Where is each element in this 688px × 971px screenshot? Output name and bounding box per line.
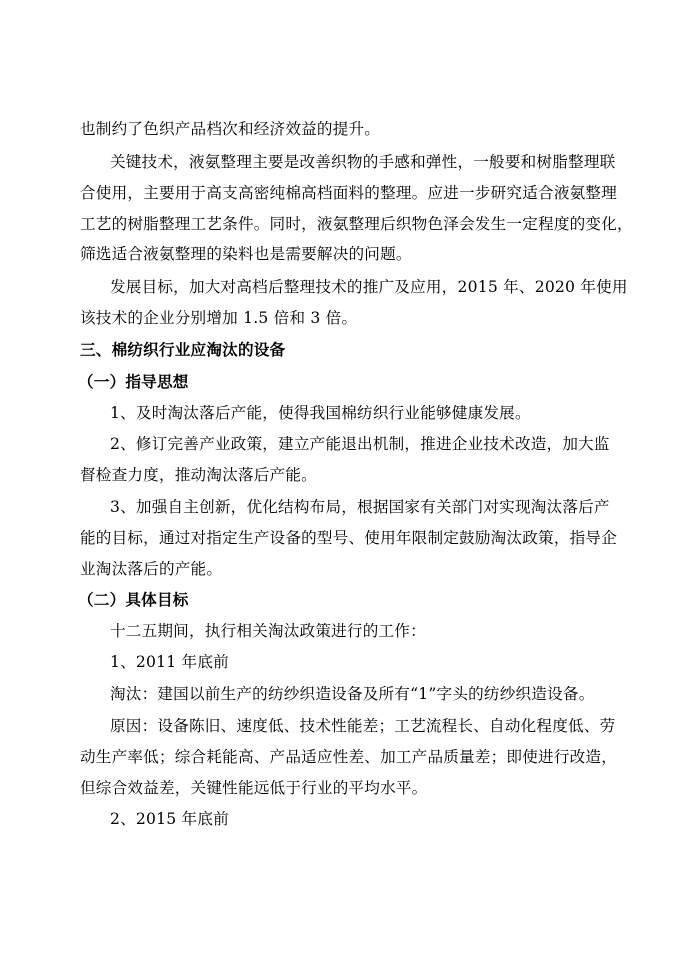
paragraph-line: 能的目标，通过对指定生产设备的型号、使用年限制定鼓励淘汰政策，指导企 (80, 529, 617, 547)
paragraph-line: 但综合效益差，关键性能远低于行业的平均水平。 (80, 779, 428, 797)
paragraph-line: 工艺的树脂整理工艺条件。同时，液氨整理后织物色泽会发生一定程度的变化， (80, 215, 633, 233)
section-heading: 三、棉纺织行业应淘汰的设备 (80, 340, 286, 359)
paragraph-line: 淘汰：建国以前生产的纺纱织造设备及所有“1”字头的纺纱织造设备。 (110, 685, 595, 703)
paragraph-line: 发展目标，加大对高档后整理技术的推广及应用，2015 年、2020 年使用 (110, 278, 628, 296)
subsection-heading: （一）指导思想 (78, 372, 189, 391)
paragraph-line: 该技术的企业分别增加 1.5 倍和 3 倍。 (80, 309, 358, 327)
paragraph-line: 合使用，主要用于高支高密纯棉高档面料的整理。应进一步研究适合液氨整理 (80, 184, 617, 202)
paragraph-line: 关键技术，液氨整理主要是改善织物的手感和弹性，一般要和树脂整理联 (110, 153, 616, 171)
paragraph-line: 1、2011 年底前 (110, 653, 229, 671)
paragraph-line: 原因：设备陈旧、速度低、技术性能差；工艺流程长、自动化程度低、劳 (110, 717, 616, 735)
paragraph-line: 业淘汰落后的产能。 (80, 560, 223, 578)
paragraph-line: 1、及时淘汰落后产能，使得我国棉纺织行业能够健康发展。 (110, 404, 531, 422)
paragraph-line: 2、2015 年底前 (110, 810, 229, 828)
paragraph-line: 十二五期间，执行相关淘汰政策进行的工作： (110, 622, 426, 640)
paragraph-line: 也制约了色织产品档次和经济效益的提升。 (80, 120, 381, 138)
subsection-heading: （二）具体目标 (78, 590, 189, 609)
paragraph-line: 督检查力度，推动淘汰落后产能。 (80, 466, 317, 484)
paragraph-line: 3、加强自主创新，优化结构布局，根据国家有关部门对实现淘汰落后产 (110, 498, 610, 516)
paragraph-line: 动生产率低；综合耗能高、产品适应性差、加工产品质量差；即使进行改造， (80, 748, 617, 766)
paragraph-line: 2、修订完善产业政策，建立产能退出机制，推进企业技术改造，加大监 (110, 435, 610, 453)
paragraph-line: 筛选适合液氨整理的染料也是需要解决的问题。 (80, 245, 412, 263)
